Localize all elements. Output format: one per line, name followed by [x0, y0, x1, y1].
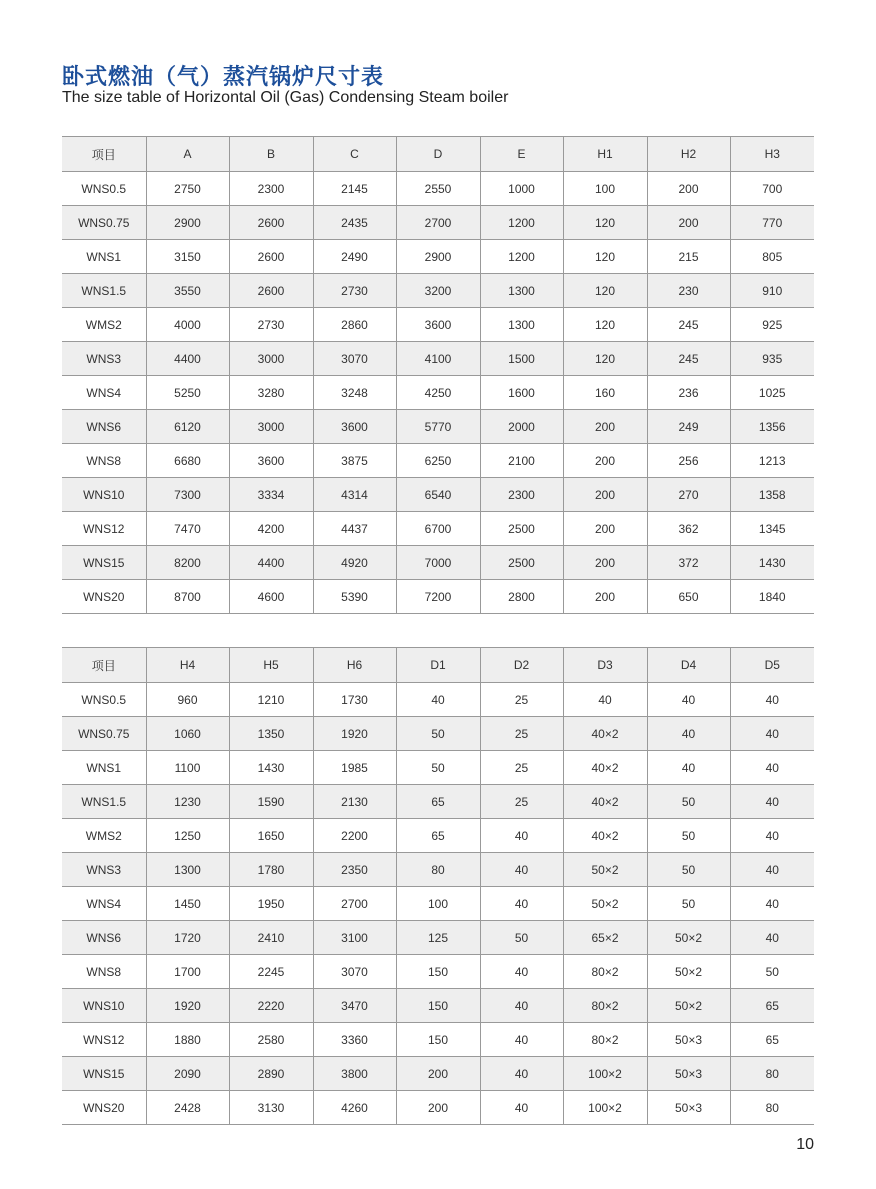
- value-cell: 2860: [313, 308, 396, 342]
- value-cell: 925: [730, 308, 814, 342]
- value-cell: 1600: [480, 376, 563, 410]
- value-cell: 40: [730, 751, 814, 785]
- value-cell: 215: [647, 240, 730, 274]
- value-cell: 200: [396, 1091, 480, 1125]
- value-cell: 1590: [229, 785, 313, 819]
- column-header: H2: [647, 137, 730, 172]
- value-cell: 2600: [229, 240, 313, 274]
- value-cell: 650: [647, 580, 730, 614]
- table-row: [62, 683, 814, 717]
- value-cell: 80: [730, 1057, 814, 1091]
- value-cell: 6540: [396, 478, 480, 512]
- value-cell: 50×3: [647, 1057, 730, 1091]
- value-cell: 80×2: [563, 955, 647, 989]
- value-cell: 1230: [146, 785, 229, 819]
- value-cell: 40×2: [563, 785, 647, 819]
- table-row: [62, 921, 814, 955]
- value-cell: 3470: [313, 989, 396, 1023]
- value-cell: 3100: [313, 921, 396, 955]
- value-cell: 65×2: [563, 921, 647, 955]
- value-cell: 25: [480, 751, 563, 785]
- value-cell: 200: [396, 1057, 480, 1091]
- table-row: [62, 478, 814, 512]
- model-cell: WNS20: [62, 580, 146, 614]
- value-cell: 245: [647, 308, 730, 342]
- column-header: D4: [647, 648, 730, 683]
- table-row: [62, 274, 814, 308]
- value-cell: 270: [647, 478, 730, 512]
- value-cell: 4200: [229, 512, 313, 546]
- model-cell: WNS1: [62, 240, 146, 274]
- value-cell: 25: [480, 683, 563, 717]
- value-cell: 2100: [480, 444, 563, 478]
- value-cell: 25: [480, 717, 563, 751]
- value-cell: 935: [730, 342, 814, 376]
- value-cell: 1300: [480, 308, 563, 342]
- value-cell: 40×2: [563, 819, 647, 853]
- value-cell: 40: [480, 955, 563, 989]
- value-cell: 40: [730, 819, 814, 853]
- value-cell: 50×2: [647, 955, 730, 989]
- value-cell: 40: [480, 819, 563, 853]
- table-row: [62, 580, 814, 614]
- value-cell: 200: [563, 580, 647, 614]
- value-cell: 125: [396, 921, 480, 955]
- value-cell: 5250: [146, 376, 229, 410]
- value-cell: 1000: [480, 172, 563, 206]
- value-cell: 40: [730, 853, 814, 887]
- model-cell: WNS4: [62, 376, 146, 410]
- value-cell: 80×2: [563, 1023, 647, 1057]
- value-cell: 1345: [730, 512, 814, 546]
- value-cell: 50×2: [647, 921, 730, 955]
- value-cell: 1430: [730, 546, 814, 580]
- value-cell: 120: [563, 240, 647, 274]
- column-header: D: [396, 137, 480, 172]
- model-cell: WNS6: [62, 921, 146, 955]
- table-row: [62, 172, 814, 206]
- value-cell: 200: [563, 444, 647, 478]
- value-cell: 100: [563, 172, 647, 206]
- model-cell: WNS1: [62, 751, 146, 785]
- value-cell: 40: [730, 887, 814, 921]
- value-cell: 2750: [146, 172, 229, 206]
- value-cell: 40: [647, 751, 730, 785]
- value-cell: 3000: [229, 342, 313, 376]
- value-cell: 1025: [730, 376, 814, 410]
- table-row: [62, 410, 814, 444]
- value-cell: 50×3: [647, 1023, 730, 1057]
- value-cell: 3875: [313, 444, 396, 478]
- model-cell: WNS3: [62, 853, 146, 887]
- table-row: [62, 1091, 814, 1125]
- table-row: [62, 989, 814, 1023]
- value-cell: 40: [480, 1091, 563, 1125]
- value-cell: 1720: [146, 921, 229, 955]
- value-cell: 40×2: [563, 751, 647, 785]
- value-cell: 910: [730, 274, 814, 308]
- table-row: [62, 887, 814, 921]
- value-cell: 3600: [396, 308, 480, 342]
- value-cell: 2600: [229, 206, 313, 240]
- value-cell: 3280: [229, 376, 313, 410]
- value-cell: 1730: [313, 683, 396, 717]
- value-cell: 40: [730, 785, 814, 819]
- value-cell: 2300: [480, 478, 563, 512]
- value-cell: 40: [480, 887, 563, 921]
- value-cell: 1350: [229, 717, 313, 751]
- value-cell: 50: [647, 887, 730, 921]
- value-cell: 50×3: [647, 1091, 730, 1125]
- page-number: 10: [796, 1136, 814, 1153]
- value-cell: 1100: [146, 751, 229, 785]
- table-row: [62, 853, 814, 887]
- value-cell: 7200: [396, 580, 480, 614]
- value-cell: 2730: [229, 308, 313, 342]
- value-cell: 1920: [313, 717, 396, 751]
- value-cell: 4250: [396, 376, 480, 410]
- value-cell: 200: [563, 410, 647, 444]
- value-cell: 120: [563, 342, 647, 376]
- value-cell: 100×2: [563, 1091, 647, 1125]
- model-cell: WNS8: [62, 444, 146, 478]
- value-cell: 1430: [229, 751, 313, 785]
- value-cell: 40: [480, 1023, 563, 1057]
- model-cell: WNS20: [62, 1091, 146, 1125]
- value-cell: 4400: [146, 342, 229, 376]
- model-cell: WNS15: [62, 546, 146, 580]
- model-cell: WNS15: [62, 1057, 146, 1091]
- model-cell: WNS0.5: [62, 172, 146, 206]
- value-cell: 80: [730, 1091, 814, 1125]
- value-cell: 8700: [146, 580, 229, 614]
- value-cell: 50: [396, 717, 480, 751]
- value-cell: 249: [647, 410, 730, 444]
- value-cell: 2550: [396, 172, 480, 206]
- value-cell: 700: [730, 172, 814, 206]
- model-cell: WNS12: [62, 1023, 146, 1057]
- value-cell: 120: [563, 206, 647, 240]
- column-header: 项目: [62, 648, 146, 683]
- value-cell: 50: [647, 819, 730, 853]
- value-cell: 3550: [146, 274, 229, 308]
- value-cell: 960: [146, 683, 229, 717]
- value-cell: 2350: [313, 853, 396, 887]
- value-cell: 2900: [396, 240, 480, 274]
- column-header: H5: [229, 648, 313, 683]
- value-cell: 8200: [146, 546, 229, 580]
- value-cell: 50: [480, 921, 563, 955]
- value-cell: 2410: [229, 921, 313, 955]
- value-cell: 3070: [313, 342, 396, 376]
- value-cell: 1780: [229, 853, 313, 887]
- value-cell: 3000: [229, 410, 313, 444]
- value-cell: 200: [563, 478, 647, 512]
- table-row: [62, 785, 814, 819]
- value-cell: 4100: [396, 342, 480, 376]
- value-cell: 2890: [229, 1057, 313, 1091]
- value-cell: 2300: [229, 172, 313, 206]
- value-cell: 40: [480, 1057, 563, 1091]
- value-cell: 40: [480, 989, 563, 1023]
- column-header: 项目: [62, 137, 146, 172]
- size-table-2: [62, 647, 814, 1125]
- value-cell: 80×2: [563, 989, 647, 1023]
- value-cell: 2700: [313, 887, 396, 921]
- table-row: [62, 955, 814, 989]
- table-row: [62, 751, 814, 785]
- value-cell: 1880: [146, 1023, 229, 1057]
- size-table-1: [62, 136, 814, 614]
- value-cell: 2130: [313, 785, 396, 819]
- value-cell: 2435: [313, 206, 396, 240]
- value-cell: 6700: [396, 512, 480, 546]
- model-cell: WNS12: [62, 512, 146, 546]
- value-cell: 256: [647, 444, 730, 478]
- value-cell: 65: [396, 785, 480, 819]
- value-cell: 40×2: [563, 717, 647, 751]
- value-cell: 4437: [313, 512, 396, 546]
- value-cell: 150: [396, 989, 480, 1023]
- value-cell: 4000: [146, 308, 229, 342]
- model-cell: WNS1.5: [62, 785, 146, 819]
- value-cell: 3600: [313, 410, 396, 444]
- model-cell: WNS8: [62, 955, 146, 989]
- model-cell: WNS1.5: [62, 274, 146, 308]
- value-cell: 1213: [730, 444, 814, 478]
- column-header: D1: [396, 648, 480, 683]
- value-cell: 150: [396, 955, 480, 989]
- value-cell: 2700: [396, 206, 480, 240]
- model-cell: WNS10: [62, 989, 146, 1023]
- table-row: [62, 206, 814, 240]
- value-cell: 40: [647, 717, 730, 751]
- model-cell: WNS6: [62, 410, 146, 444]
- table-row: [62, 308, 814, 342]
- column-header: H4: [146, 648, 229, 683]
- value-cell: 7300: [146, 478, 229, 512]
- value-cell: 5770: [396, 410, 480, 444]
- value-cell: 1985: [313, 751, 396, 785]
- value-cell: 65: [730, 1023, 814, 1057]
- value-cell: 1920: [146, 989, 229, 1023]
- value-cell: 3360: [313, 1023, 396, 1057]
- table-row: [62, 240, 814, 274]
- value-cell: 2145: [313, 172, 396, 206]
- column-header: D5: [730, 648, 814, 683]
- column-header: C: [313, 137, 396, 172]
- value-cell: 4314: [313, 478, 396, 512]
- value-cell: 7470: [146, 512, 229, 546]
- value-cell: 2000: [480, 410, 563, 444]
- value-cell: 150: [396, 1023, 480, 1057]
- column-header: D3: [563, 648, 647, 683]
- model-cell: WNS0.75: [62, 717, 146, 751]
- value-cell: 2500: [480, 512, 563, 546]
- value-cell: 200: [563, 546, 647, 580]
- value-cell: 6120: [146, 410, 229, 444]
- table-row: [62, 717, 814, 751]
- model-cell: WNS0.75: [62, 206, 146, 240]
- column-header: A: [146, 137, 229, 172]
- table-row: [62, 512, 814, 546]
- value-cell: 1500: [480, 342, 563, 376]
- model-cell: WNS10: [62, 478, 146, 512]
- value-cell: 1950: [229, 887, 313, 921]
- value-cell: 2500: [480, 546, 563, 580]
- value-cell: 230: [647, 274, 730, 308]
- column-header: E: [480, 137, 563, 172]
- value-cell: 40: [730, 717, 814, 751]
- column-header: H1: [563, 137, 647, 172]
- value-cell: 4260: [313, 1091, 396, 1125]
- value-cell: 2220: [229, 989, 313, 1023]
- value-cell: 50: [647, 853, 730, 887]
- value-cell: 40: [647, 683, 730, 717]
- value-cell: 236: [647, 376, 730, 410]
- value-cell: 1356: [730, 410, 814, 444]
- value-cell: 2580: [229, 1023, 313, 1057]
- value-cell: 40: [563, 683, 647, 717]
- value-cell: 1450: [146, 887, 229, 921]
- value-cell: 1840: [730, 580, 814, 614]
- column-header: H3: [730, 137, 814, 172]
- value-cell: 3130: [229, 1091, 313, 1125]
- value-cell: 3070: [313, 955, 396, 989]
- value-cell: 372: [647, 546, 730, 580]
- table-row: [62, 1057, 814, 1091]
- table-row: [62, 1023, 814, 1057]
- value-cell: 1200: [480, 240, 563, 274]
- table-row: [62, 342, 814, 376]
- value-cell: 50: [647, 785, 730, 819]
- value-cell: 50×2: [647, 989, 730, 1023]
- value-cell: 3800: [313, 1057, 396, 1091]
- value-cell: 2600: [229, 274, 313, 308]
- column-header: H6: [313, 648, 396, 683]
- value-cell: 5390: [313, 580, 396, 614]
- model-cell: WMS2: [62, 308, 146, 342]
- value-cell: 1650: [229, 819, 313, 853]
- value-cell: 4600: [229, 580, 313, 614]
- value-cell: 65: [396, 819, 480, 853]
- model-cell: WNS3: [62, 342, 146, 376]
- value-cell: 40: [730, 683, 814, 717]
- value-cell: 1200: [480, 206, 563, 240]
- value-cell: 200: [563, 512, 647, 546]
- table-row: [62, 819, 814, 853]
- value-cell: 100: [396, 887, 480, 921]
- value-cell: 160: [563, 376, 647, 410]
- column-header: D2: [480, 648, 563, 683]
- value-cell: 4920: [313, 546, 396, 580]
- value-cell: 3150: [146, 240, 229, 274]
- value-cell: 3200: [396, 274, 480, 308]
- table-row: [62, 376, 814, 410]
- value-cell: 7000: [396, 546, 480, 580]
- value-cell: 1060: [146, 717, 229, 751]
- value-cell: 50×2: [563, 887, 647, 921]
- value-cell: 2800: [480, 580, 563, 614]
- value-cell: 40: [730, 921, 814, 955]
- page-title-chinese: 卧式燃油（气）蒸汽锅炉尺寸表: [62, 65, 385, 90]
- value-cell: 2490: [313, 240, 396, 274]
- value-cell: 3248: [313, 376, 396, 410]
- page-title-english: The size table of Horizontal Oil (Gas) Condensing Steam boiler: [62, 89, 509, 106]
- model-cell: WNS0.5: [62, 683, 146, 717]
- value-cell: 25: [480, 785, 563, 819]
- value-cell: 3334: [229, 478, 313, 512]
- column-header: B: [229, 137, 313, 172]
- model-cell: WNS4: [62, 887, 146, 921]
- value-cell: 362: [647, 512, 730, 546]
- value-cell: 65: [730, 989, 814, 1023]
- value-cell: 1300: [146, 853, 229, 887]
- value-cell: 120: [563, 308, 647, 342]
- value-cell: 1358: [730, 478, 814, 512]
- value-cell: 6250: [396, 444, 480, 478]
- table-header-row: [62, 648, 814, 683]
- value-cell: 6680: [146, 444, 229, 478]
- value-cell: 245: [647, 342, 730, 376]
- table-row: [62, 546, 814, 580]
- value-cell: 1250: [146, 819, 229, 853]
- value-cell: 3600: [229, 444, 313, 478]
- value-cell: 50: [396, 751, 480, 785]
- value-cell: 120: [563, 274, 647, 308]
- value-cell: 805: [730, 240, 814, 274]
- value-cell: 50: [730, 955, 814, 989]
- value-cell: 2245: [229, 955, 313, 989]
- value-cell: 1300: [480, 274, 563, 308]
- value-cell: 4400: [229, 546, 313, 580]
- value-cell: 2730: [313, 274, 396, 308]
- value-cell: 1210: [229, 683, 313, 717]
- value-cell: 770: [730, 206, 814, 240]
- value-cell: 2200: [313, 819, 396, 853]
- value-cell: 40: [480, 853, 563, 887]
- value-cell: 2428: [146, 1091, 229, 1125]
- table-row: [62, 444, 814, 478]
- value-cell: 80: [396, 853, 480, 887]
- value-cell: 2090: [146, 1057, 229, 1091]
- value-cell: 1700: [146, 955, 229, 989]
- model-cell: WMS2: [62, 819, 146, 853]
- value-cell: 100×2: [563, 1057, 647, 1091]
- value-cell: 200: [647, 172, 730, 206]
- value-cell: 200: [647, 206, 730, 240]
- table-header-row: [62, 137, 814, 172]
- value-cell: 50×2: [563, 853, 647, 887]
- value-cell: 2900: [146, 206, 229, 240]
- value-cell: 40: [396, 683, 480, 717]
